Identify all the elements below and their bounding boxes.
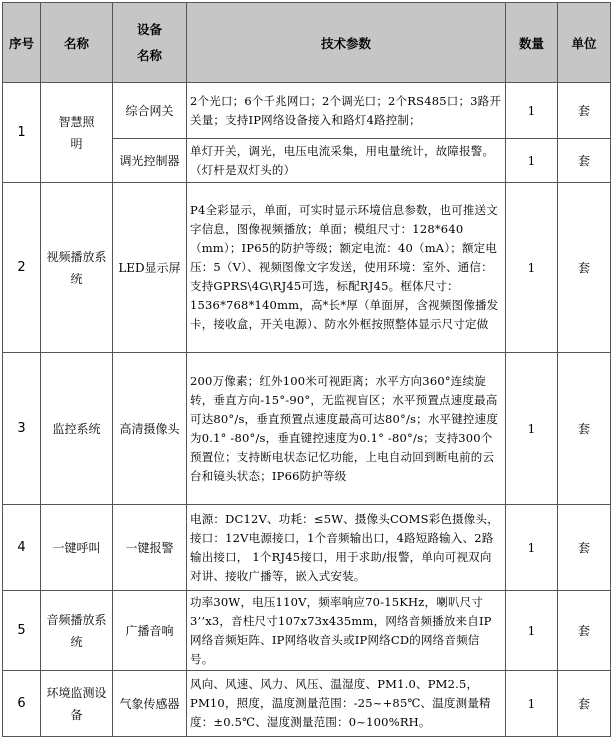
header-device-line1: 设备 xyxy=(136,21,162,37)
row-spec: 单灯开关，调光，电压电流采集，用电量统计，故障报警。（灯杆是双灯头的） xyxy=(187,139,506,183)
header-unit: 单位 xyxy=(558,3,611,83)
row-device: 一键报警 xyxy=(113,505,187,591)
row-qty: 1 xyxy=(506,671,558,737)
table-row xyxy=(3,671,611,737)
row-unit: 套 xyxy=(558,671,611,737)
header-name: 名称 xyxy=(41,3,113,83)
table-row xyxy=(3,591,611,671)
row-unit: 套 xyxy=(558,83,611,139)
header-row xyxy=(3,3,611,83)
row-qty: 1 xyxy=(506,505,558,591)
row-spec: 功率30W，电压110V，频率响应70-15KHz，喇叭尺寸3’’x3，音柱尺寸107x73x435mm，网络音频播放来自IP网络音频矩阵、IP网络收音头或IP网络CD的网络音频信号。 xyxy=(187,591,506,671)
header-qty: 数量 xyxy=(506,3,558,83)
row-unit: 套 xyxy=(558,183,611,353)
row-qty: 1 xyxy=(506,183,558,353)
row-qty: 1 xyxy=(506,83,558,139)
row-spec: 风向、风速、风力、风压、温湿度、PM1.0、PM2.5，PM10，照度，温度测量范围：-25~+85℃、温度测量精度：±0.5℃、湿度测量范围：0~100%RH。 xyxy=(187,671,506,737)
row-device: LED显示屏 xyxy=(113,183,187,353)
row-name: 监控系统 xyxy=(41,353,113,505)
table-row xyxy=(3,505,611,591)
row-name: 环境监测设备 xyxy=(41,671,113,737)
row-seq: 2 xyxy=(3,183,41,353)
table-row xyxy=(3,183,611,353)
row-device: 气象传感器 xyxy=(113,671,187,737)
row-unit: 套 xyxy=(558,505,611,591)
header-seq: 序号 xyxy=(3,3,41,83)
table-row xyxy=(3,353,611,505)
table-row xyxy=(3,83,611,139)
row-device: 综合网关 xyxy=(113,83,187,139)
header-device-line2: 名称 xyxy=(136,47,162,63)
row-unit: 套 xyxy=(558,353,611,505)
row-seq: 6 xyxy=(3,671,41,737)
row-name: 智慧照明 xyxy=(41,83,113,183)
row-spec: 2个光口；6个千兆网口；2个调光口；2个RS485口；3路开关量；支持IP网络设备接入和路灯4路控制； xyxy=(187,83,506,139)
row-qty: 1 xyxy=(506,353,558,505)
row-unit: 套 xyxy=(558,139,611,183)
equipment-spec-table xyxy=(2,2,611,737)
header-spec: 技术参数 xyxy=(187,3,506,83)
row-seq: 1 xyxy=(3,83,41,183)
row-seq: 5 xyxy=(3,591,41,671)
row-name: 一键呼叫 xyxy=(41,505,113,591)
row-device: 高清摄像头 xyxy=(113,353,187,505)
row-spec: 电源：DC12V、功耗：≤5W、摄像头COMS彩色摄像头，接口：12V电源接口，1个音频输出口，4路短路输入、2路输出接口， 1个RJ45接口，用于求助/报警，单向可视双向对讲、接收广播等，嵌入式安装。 xyxy=(187,505,506,591)
row-name: 音频播放系统 xyxy=(41,591,113,671)
row-spec: P4全彩显示，单面，可实时显示环境信息参数，也可推送文字信息，图像视频播放；单面；模组尺寸：128*640（mm）；IP65的防护等级；额定电流：40（mA）；额定电压：5（V）、视频图像文字发送，使用环境：室外、通信：支持GPRS\4G\RJ45可选，标配RJ45。框体尺寸：1536*768*140mm，高*长*厚（单面屏，含视频图像播发卡，接收盒，开关电源）、防水外框按照整体显示尺寸定做 xyxy=(187,183,506,353)
row-qty: 1 xyxy=(506,139,558,183)
row-seq: 3 xyxy=(3,353,41,505)
row-unit: 套 xyxy=(558,591,611,671)
row-spec: 200万像素；红外100米可视距离；水平方向360°连续旋转，垂直方向-15°-90°，无监视盲区；水平预置点速度最高可达80°/s，垂直预置点速度最高可达80°/s；水平键控速度为0.1° -80°/s，垂直键控速度为0.1° -80°/s；支持300个预置位；支持断电状态记忆功能，上电自动回到断电前的云台和镜头状态；IP66防护等级 xyxy=(187,353,506,505)
row-qty: 1 xyxy=(506,591,558,671)
row-seq: 4 xyxy=(3,505,41,591)
row-device: 广播音响 xyxy=(113,591,187,671)
row-device: 调光控制器 xyxy=(113,139,187,183)
row-name: 视频播放系统 xyxy=(41,183,113,353)
header-device xyxy=(113,3,187,83)
